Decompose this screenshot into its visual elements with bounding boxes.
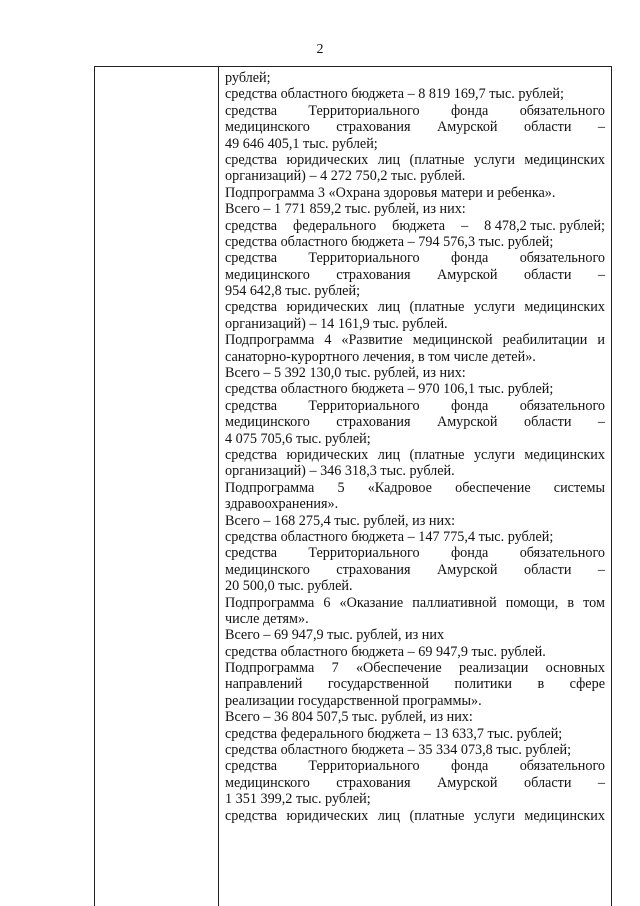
text-line: средства областного бюджета – 35 334 073,8 тыс. рублей; <box>225 742 572 759</box>
word: Подпрограмма <box>225 332 315 349</box>
word: страхования <box>336 266 411 283</box>
word: средства <box>225 545 278 562</box>
justified-text-line <box>225 119 605 135</box>
word: медицинского <box>225 774 310 791</box>
word: – <box>597 414 605 431</box>
text-line: 1 351 399,2 тыс. рублей; <box>225 791 371 808</box>
text-line: средства областного бюджета – 970 106,1 тыс. рублей; <box>225 381 554 398</box>
word: фонда <box>450 397 489 414</box>
justified-text-line <box>225 152 605 168</box>
word: медицинских <box>524 446 605 463</box>
word: Амурской <box>436 266 498 283</box>
word: средства <box>225 397 278 414</box>
word: обязательного <box>519 102 605 119</box>
word: том <box>583 594 605 611</box>
program-table <box>94 66 612 906</box>
word: Подпрограмма <box>225 479 315 496</box>
word: услуги <box>473 807 515 824</box>
word: медицинских <box>524 807 605 824</box>
justified-text-line <box>225 103 605 119</box>
word: паллиативной <box>412 594 497 611</box>
justified-text-line <box>225 332 605 348</box>
text-line: Всего – 36 804 507,5 тыс. рублей, из них: <box>225 709 473 726</box>
word: средства <box>225 807 278 824</box>
word: обязательного <box>519 758 605 775</box>
text-line: рублей; <box>225 70 271 86</box>
word: области <box>523 561 572 578</box>
word: и <box>597 332 605 349</box>
word: Амурской <box>436 561 498 578</box>
word: «Кадровое <box>367 479 432 496</box>
justified-text-line <box>225 562 605 578</box>
justified-text-line <box>225 480 605 496</box>
word: 5 <box>337 479 345 496</box>
justified-text-line <box>225 775 605 791</box>
word: (платные <box>409 299 465 316</box>
text-line: организаций) – 346 318,3 тыс. рублей. <box>225 463 455 480</box>
text-line: Подпрограмма 3 «Охрана здоровья матери и ребенка». <box>225 184 556 201</box>
word: медицинского <box>225 266 310 283</box>
text-line: организаций) – 4 272 750,2 тыс. рублей. <box>225 168 466 185</box>
word: услуги <box>473 446 515 463</box>
word: Амурской <box>436 119 498 136</box>
justified-text-line <box>225 545 605 561</box>
justified-text-line <box>225 299 605 315</box>
word: сфере <box>569 676 605 693</box>
word: медицинской <box>412 332 493 349</box>
justified-text-line <box>225 660 605 676</box>
word: средства <box>225 299 278 316</box>
page-number: 2 <box>316 42 324 57</box>
word: Амурской <box>436 414 498 431</box>
text-line: средства областного бюджета – 8 819 169,7 тыс. рублей; <box>225 86 564 103</box>
word: «Оказание <box>339 594 404 611</box>
text-line: средства областного бюджета – 794 576,3 тыс. рублей; <box>225 233 554 250</box>
word: Территориального <box>308 102 420 119</box>
justified-text-line <box>225 758 605 774</box>
word: (платные <box>409 446 465 463</box>
word: средства <box>225 151 278 168</box>
word: – <box>597 774 605 791</box>
word: федерального <box>293 217 377 234</box>
word: – <box>461 217 469 234</box>
word: 8 478,2 тыс. рублей; <box>484 217 605 234</box>
text-line: 4 075 705,6 тыс. рублей; <box>225 430 371 447</box>
word: Территориального <box>308 250 420 267</box>
word: Территориального <box>308 545 420 562</box>
text-line: Всего – 5 392 130,0 тыс. рублей, из них: <box>225 365 466 382</box>
text-line: реализации государственной программы». <box>225 692 482 709</box>
word: обязательного <box>519 250 605 267</box>
word: бюджета <box>392 217 446 234</box>
word: лиц <box>377 446 401 463</box>
word: Амурской <box>436 774 498 791</box>
word: области <box>523 119 572 136</box>
word: государственной <box>327 676 429 693</box>
word: медицинского <box>225 119 310 136</box>
word: области <box>523 774 572 791</box>
word: средства <box>225 446 278 463</box>
word: обязательного <box>519 545 605 562</box>
word: направлений <box>225 676 303 693</box>
word: страхования <box>336 119 411 136</box>
text-line: 20 500,0 тыс. рублей. <box>225 578 353 595</box>
word: области <box>523 414 572 431</box>
justified-text-line <box>225 250 605 266</box>
word: средства <box>225 102 278 119</box>
word: реализации <box>459 660 529 677</box>
word: Подпрограмма <box>225 594 315 611</box>
word: помощи, <box>505 594 559 611</box>
word: «Обеспечение <box>355 660 442 677</box>
word: лиц <box>377 151 401 168</box>
word: в <box>537 676 545 693</box>
text-line: здравоохранения». <box>225 496 339 513</box>
word: медицинского <box>225 414 310 431</box>
word: фонда <box>450 250 489 267</box>
justified-text-line <box>225 267 605 283</box>
word: фонда <box>450 758 489 775</box>
text-line: Всего – 168 275,4 тыс. рублей, из них: <box>225 512 456 529</box>
word: (платные <box>409 151 465 168</box>
word: страхования <box>336 774 411 791</box>
word: 6 <box>323 594 331 611</box>
word: страхования <box>336 561 411 578</box>
text-line: 954 642,8 тыс. рублей; <box>225 283 361 300</box>
justified-text-line <box>225 595 605 611</box>
text-line: средства областного бюджета – 69 947,9 тыс. рублей. <box>225 643 546 660</box>
word: медицинских <box>524 299 605 316</box>
word: – <box>597 119 605 136</box>
word: медицинского <box>225 561 310 578</box>
text-line: средства федерального бюджета – 13 633,7 тыс. рублей; <box>225 725 563 742</box>
word: – <box>597 266 605 283</box>
word: области <box>523 266 572 283</box>
word: лиц <box>377 807 401 824</box>
word: – <box>597 561 605 578</box>
justified-text-line <box>225 398 605 414</box>
justified-text-line <box>225 218 605 234</box>
word: медицинских <box>524 151 605 168</box>
funding-text-cell <box>225 70 605 824</box>
text-line: числе детям». <box>225 610 309 627</box>
justified-text-line <box>225 414 605 430</box>
word: услуги <box>473 299 515 316</box>
word: средства <box>225 217 278 234</box>
word: фонда <box>450 545 489 562</box>
justified-text-line <box>225 676 605 692</box>
word: лиц <box>377 299 401 316</box>
word: реабилитации <box>502 332 588 349</box>
text-line: санаторно-курортного лечения, в том числе детей». <box>225 348 536 365</box>
text-line: организаций) – 14 161,9 тыс. рублей. <box>225 315 448 332</box>
text-line: средства областного бюджета – 147 775,4 тыс. рублей; <box>225 528 554 545</box>
word: 7 <box>331 660 339 677</box>
word: Подпрограмма <box>225 660 315 677</box>
justified-text-line <box>225 447 605 463</box>
word: юридических <box>286 151 369 168</box>
word: обеспечение <box>455 479 531 496</box>
justified-text-line <box>225 808 605 824</box>
word: «Развитие <box>341 332 403 349</box>
column-divider <box>218 67 219 906</box>
text-line: Всего – 1 771 859,2 тыс. рублей, из них: <box>225 201 466 218</box>
word: обязательного <box>519 397 605 414</box>
word: услуги <box>473 151 515 168</box>
word: 4 <box>324 332 332 349</box>
text-line: Всего – 69 947,9 тыс. рублей, из них <box>225 627 445 644</box>
word: (платные <box>409 807 465 824</box>
word: Территориального <box>308 758 420 775</box>
word: средства <box>225 250 278 267</box>
word: юридических <box>286 446 369 463</box>
word: юридических <box>286 299 369 316</box>
word: в <box>567 594 575 611</box>
text-line: 49 646 405,1 тыс. рублей; <box>225 135 378 152</box>
word: средства <box>225 758 278 775</box>
word: фонда <box>450 102 489 119</box>
word: страхования <box>336 414 411 431</box>
word: политики <box>454 676 512 693</box>
word: юридических <box>286 807 369 824</box>
word: системы <box>553 479 605 496</box>
word: основных <box>545 660 605 677</box>
word: Территориального <box>308 397 420 414</box>
